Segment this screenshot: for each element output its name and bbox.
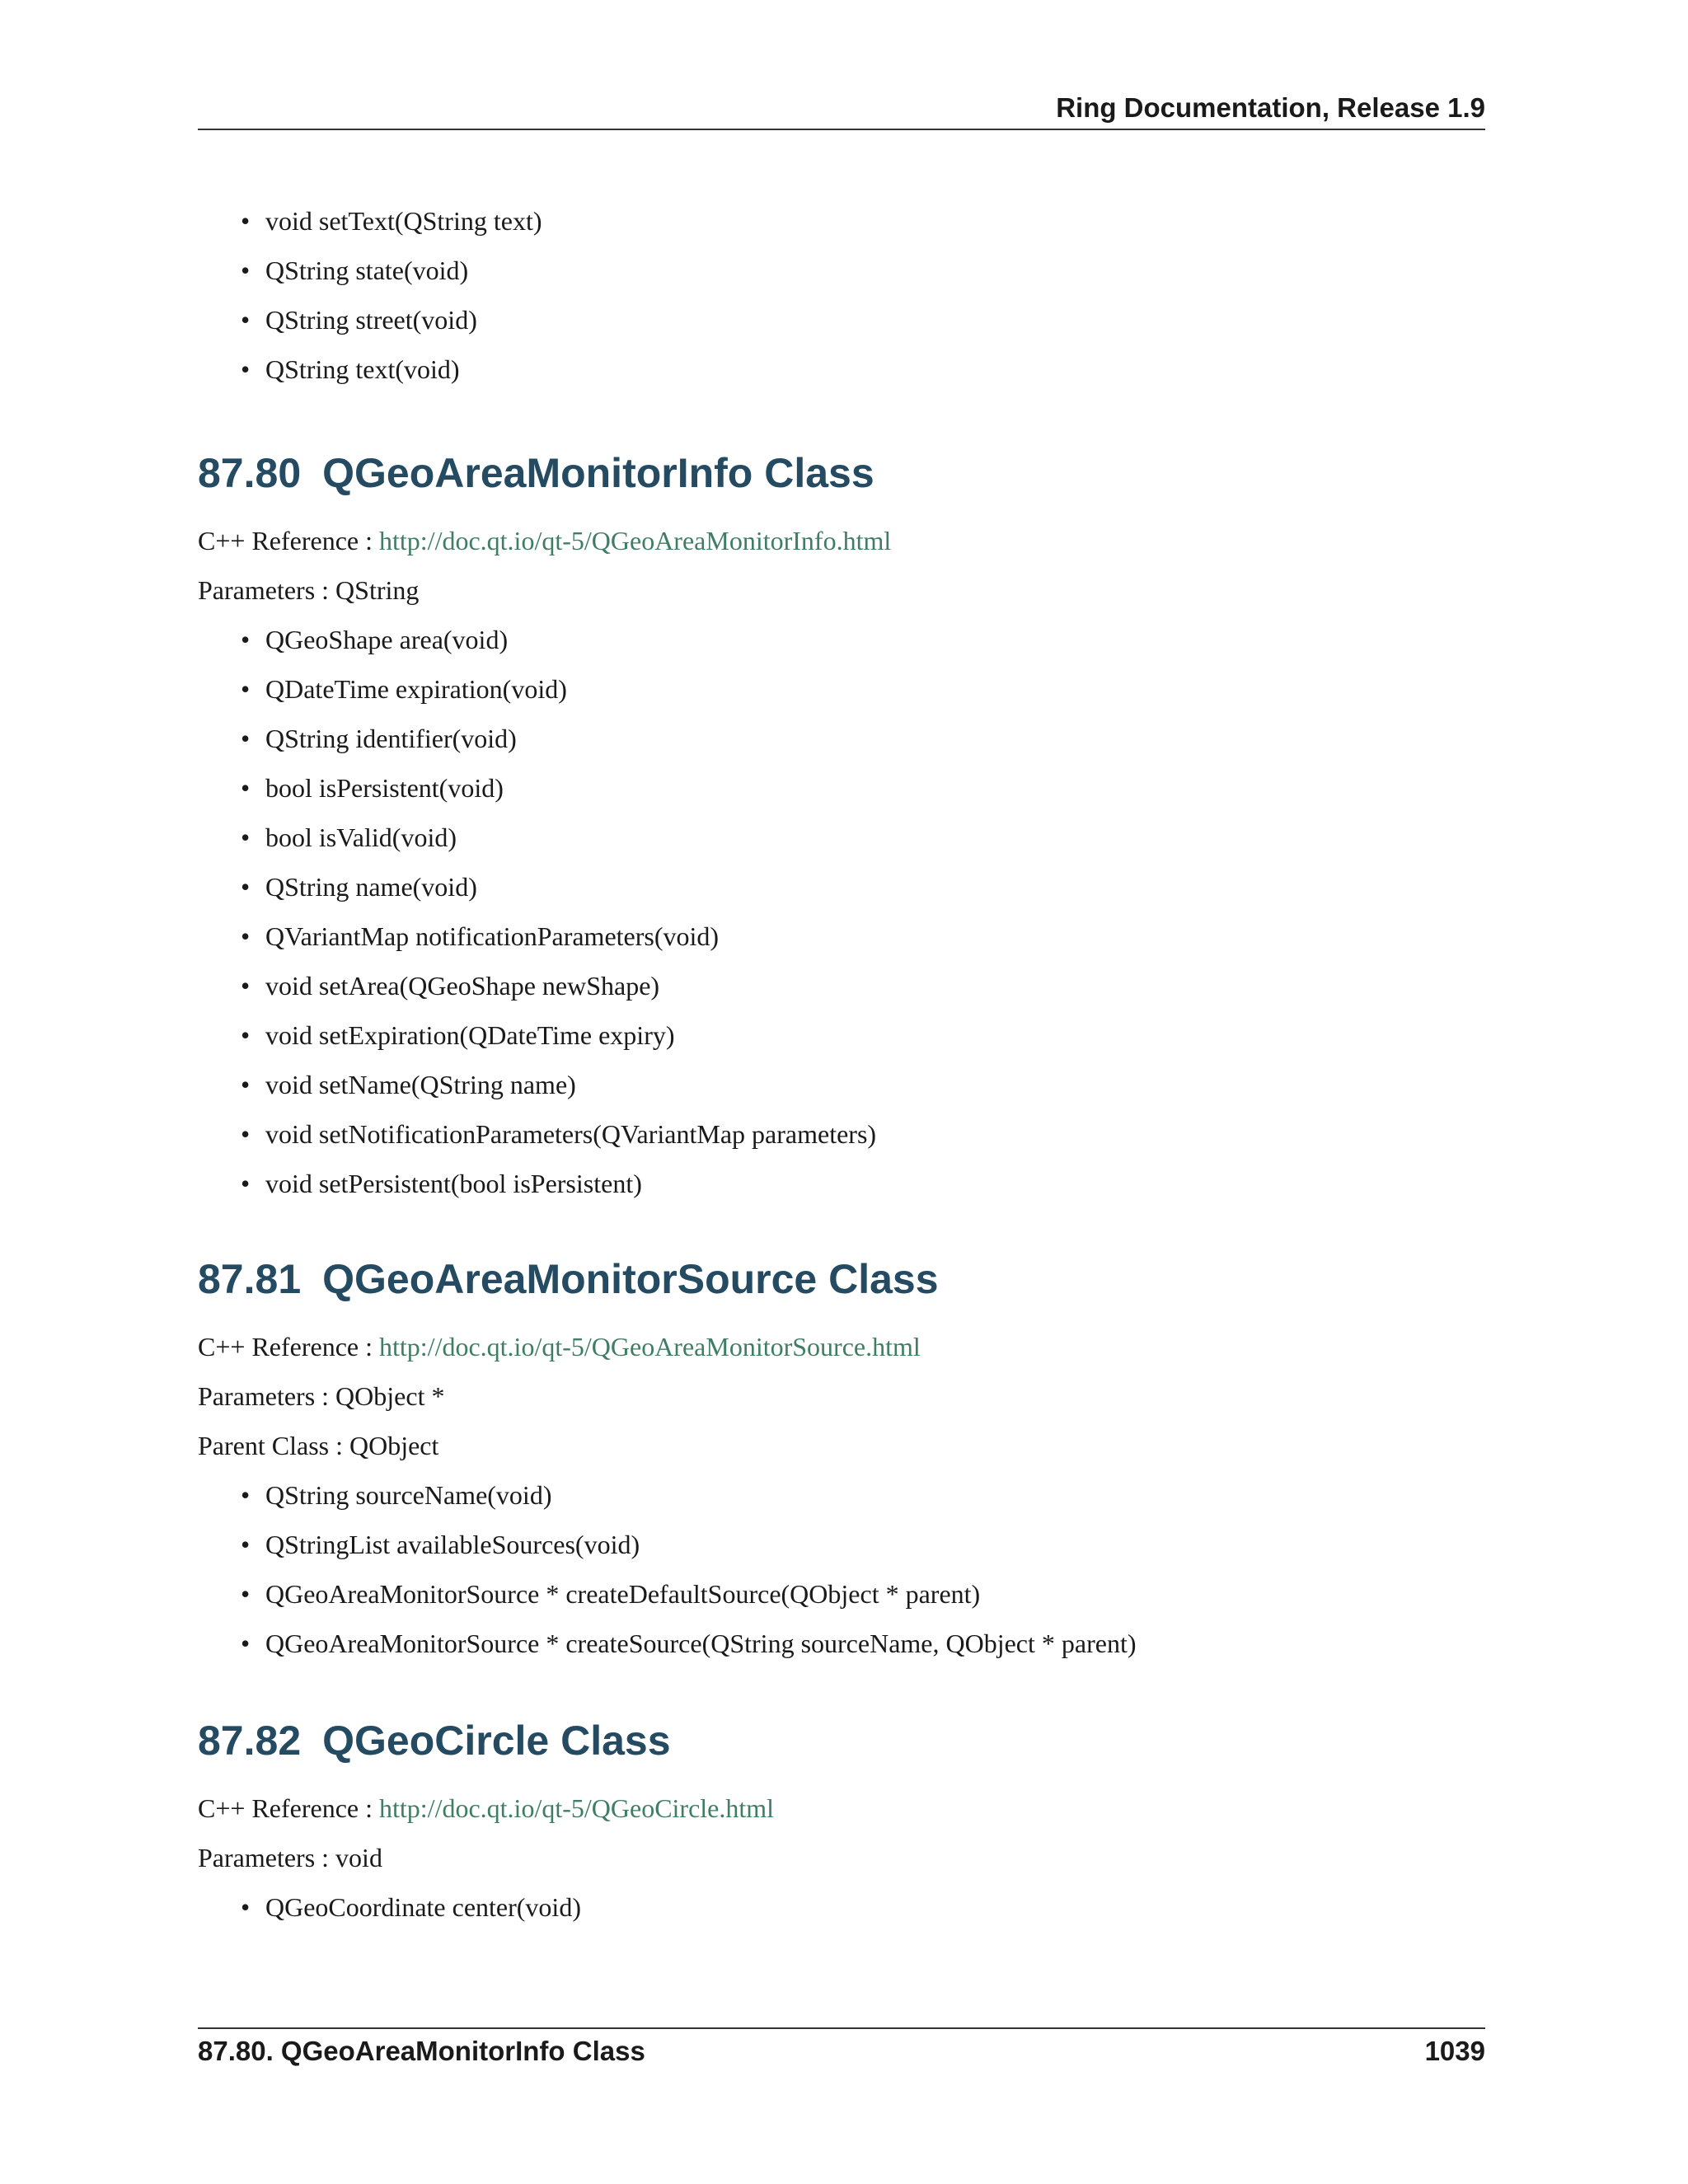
reference-link[interactable]: http://doc.qt.io/qt-5/QGeoAreaMonitorSource.html [379, 1332, 921, 1361]
list-item: • void setArea(QGeoShape newShape) [265, 961, 1485, 1010]
list-item: • void setName(QString name) [265, 1060, 1485, 1109]
running-header: Ring Documentation, Release 1.9 [198, 92, 1485, 130]
list-item: • void setPersistent(bool isPersistent) [265, 1159, 1485, 1208]
section-title: QGeoCircle Class [322, 1718, 671, 1764]
top-method-list [198, 196, 1485, 394]
list-item: • QVariantMap notificationParameters(void) [265, 912, 1485, 961]
section-number: 87.82 [198, 1718, 302, 1764]
parameters-line: Parameters : void [198, 1843, 382, 1872]
list-item: • QString state(void) [265, 246, 1485, 295]
section-number: 87.80 [198, 450, 302, 496]
list-item: • QGeoCoordinate center(void) [265, 1882, 1485, 1932]
parameters-line: Parameters : QObject * [198, 1381, 445, 1411]
method-list [198, 1470, 1485, 1668]
page-number: 1039 [1424, 2036, 1485, 2066]
reference-link[interactable]: http://doc.qt.io/qt-5/QGeoCircle.html [379, 1793, 775, 1823]
list-item: • bool isValid(void) [265, 813, 1485, 862]
section-number: 87.81 [198, 1256, 302, 1302]
reference-link[interactable]: http://doc.qt.io/qt-5/QGeoAreaMonitorInfo.html [379, 526, 892, 555]
list-item: • void setText(QString text) [265, 196, 1485, 246]
footer-section-title: 87.80. QGeoAreaMonitorInfo Class [198, 2036, 645, 2066]
page-content [198, 196, 1485, 1932]
list-item: • QDateTime expiration(void) [265, 664, 1485, 714]
section-heading-87-82 [198, 1716, 1485, 1783]
cpp-reference [198, 516, 1485, 565]
reference-label: C++ Reference : [198, 526, 379, 555]
parent-class-line: Parent Class : QObject [198, 1431, 439, 1460]
list-item: • QString text(void) [265, 344, 1485, 394]
section-heading-87-80 [198, 448, 1485, 516]
section-title: QGeoAreaMonitorInfo Class [322, 450, 874, 496]
list-item: • bool isPersistent(void) [265, 763, 1485, 813]
running-footer [198, 2027, 1485, 2067]
method-list [198, 1882, 1485, 1932]
list-item: • QGeoAreaMonitorSource * createSource(QString sourceName, QObject * parent) [265, 1619, 1485, 1668]
reference-label: C++ Reference : [198, 1332, 379, 1361]
cpp-reference [198, 1322, 1485, 1371]
method-list [198, 615, 1485, 1208]
list-item: • QString identifier(void) [265, 714, 1485, 763]
list-item: • QString name(void) [265, 862, 1485, 912]
section-title: QGeoAreaMonitorSource Class [322, 1256, 939, 1302]
list-item: • QGeoShape area(void) [265, 615, 1485, 664]
list-item: • QGeoAreaMonitorSource * createDefaultSource(QObject * parent) [265, 1569, 1485, 1619]
list-item: • void setExpiration(QDateTime expiry) [265, 1010, 1485, 1060]
cpp-reference [198, 1783, 1485, 1833]
list-item: • QStringList availableSources(void) [265, 1520, 1485, 1569]
section-heading-87-81 [198, 1254, 1485, 1322]
list-item: • QString sourceName(void) [265, 1470, 1485, 1520]
reference-label: C++ Reference : [198, 1793, 379, 1823]
parameters-line: Parameters : QString [198, 575, 420, 605]
list-item: • void setNotificationParameters(QVariantMap parameters) [265, 1109, 1485, 1159]
list-item: • QString street(void) [265, 295, 1485, 344]
